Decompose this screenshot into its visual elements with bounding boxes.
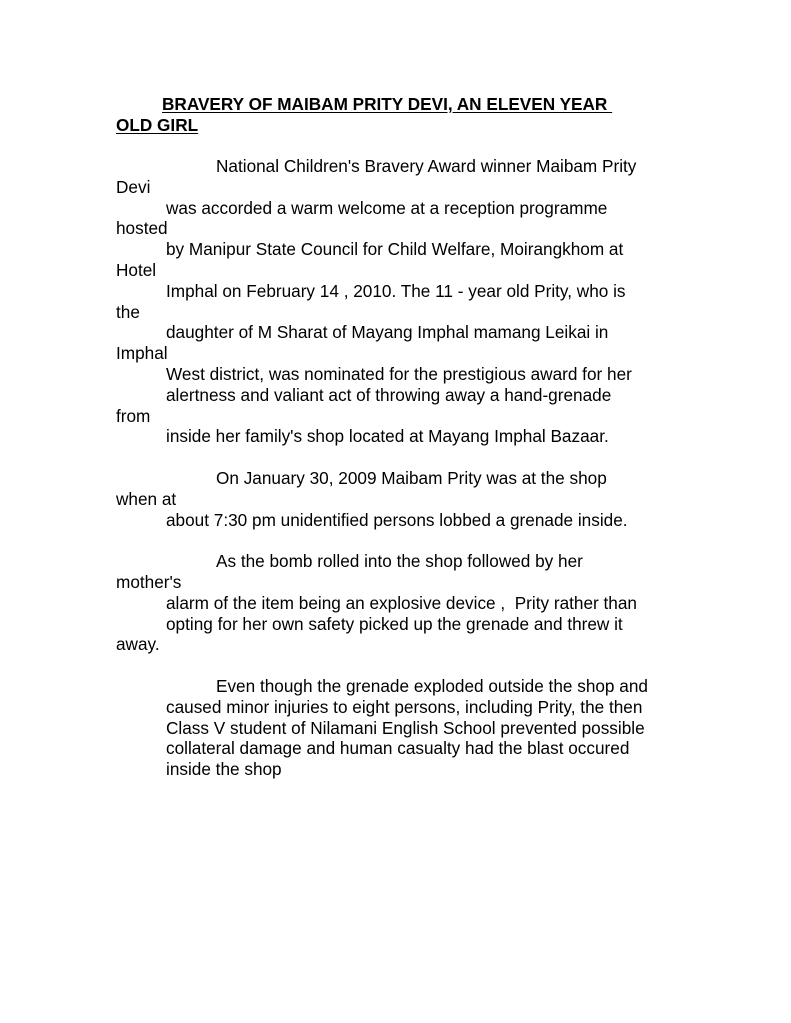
document-title-line-2: OLD GIRL: [116, 115, 199, 135]
paragraph-1-line: alertness and valiant act of throwing away a hand-grenade: [166, 385, 612, 405]
paragraph-1-line: was accorded a warm welcome at a reception programme: [166, 198, 608, 218]
paragraph-2-line: about 7:30 pm unidentified persons lobbed a grenade inside.: [166, 510, 628, 530]
paragraph-1-line: hosted: [116, 218, 168, 238]
paragraph-1-line: Devi: [116, 177, 151, 197]
paragraph-3-line: alarm of the item being an explosive device , Prity rather than: [166, 593, 637, 613]
paragraph-1-line: from: [116, 406, 151, 426]
paragraph-4-line: Class V student of Nilamani English School prevented possible: [166, 718, 645, 738]
paragraph-1-line: inside her family's shop located at Mayang Imphal Bazaar.: [166, 426, 609, 446]
paragraph-1-line: Imphal on February 14 , 2010. The 11 - year old Prity, who is: [166, 281, 626, 301]
paragraph-2-line: when at: [116, 489, 177, 509]
paragraph-3-line: away.: [116, 634, 160, 654]
paragraph-3-line: As the bomb rolled into the shop followed by her: [216, 551, 583, 571]
paragraph-1-line: daughter of M Sharat of Mayang Imphal mamang Leikai in: [166, 322, 609, 342]
paragraph-1-line: National Children's Bravery Award winner Maibam Prity: [216, 156, 637, 176]
paragraph-4-line: inside the shop: [166, 759, 282, 779]
paragraph-3-line: mother's: [116, 572, 182, 592]
paragraph-1-line: the: [116, 302, 140, 322]
paragraph-1-line: by Manipur State Council for Child Welfare, Moirangkhom at: [166, 239, 624, 259]
paragraph-4-line: caused minor injuries to eight persons, including Prity, the then: [166, 697, 643, 717]
paragraph-4-line: Even though the grenade exploded outside the shop and: [216, 676, 648, 696]
paragraph-3-line: opting for her own safety picked up the grenade and threw it: [166, 614, 623, 634]
paragraph-2-line: On January 30, 2009 Maibam Prity was at the shop: [216, 468, 607, 488]
paragraph-4-line: collateral damage and human casualty had the blast occured: [166, 738, 630, 758]
paragraph-1-line: Hotel: [116, 260, 157, 280]
paragraph-1-line: Imphal: [116, 343, 168, 363]
document-title-line-1: BRAVERY OF MAIBAM PRITY DEVI, AN ELEVEN YEAR: [162, 94, 613, 114]
paragraph-1-line: West district, was nominated for the prestigious award for her: [166, 364, 632, 384]
